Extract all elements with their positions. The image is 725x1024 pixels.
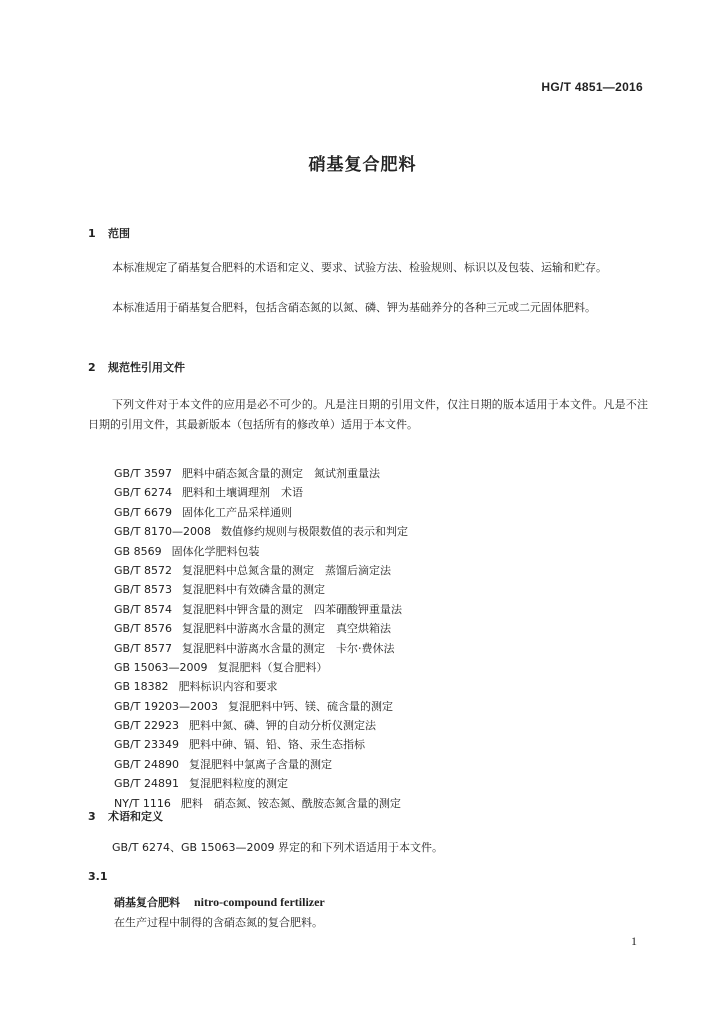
terms-intro: GB/T 6274、GB 15063—2009 界定的和下列术语适用于本文件。 <box>112 841 444 854</box>
reference-code: GB 18382 <box>114 680 169 694</box>
reference-code: GB/T 8576 <box>114 622 172 636</box>
reference-title: 复混肥料中钙、镁、硫含量的测定 <box>227 699 393 713</box>
reference-title: 肥料中硝态氮含量的测定 氮试剂重量法 <box>182 467 380 480</box>
reference-title: 复混肥料中游离水含量的测定 卡尔·费休法 <box>182 641 395 655</box>
reference-item <box>114 755 408 774</box>
reference-code: NY/T 1116 <box>114 796 171 810</box>
reference-code: GB/T 23349 <box>114 738 179 752</box>
reference-item <box>114 716 408 735</box>
reference-list <box>114 464 408 813</box>
reference-code: GB/T 24890 <box>114 757 179 771</box>
section-number: 2 <box>88 361 96 374</box>
reference-title: 肥料中砷、镉、铅、铬、汞生态指标 <box>189 738 365 752</box>
scope-paragraph-2: 本标准适用于硝基复合肥料，包括含硝态氮的以氮、磷、钾为基础养分的各种三元或二元固体肥料。 <box>112 301 596 314</box>
document-title: 硝基复合肥料 <box>308 155 417 175</box>
reference-title: 复混肥料中游离水含量的测定 真空烘箱法 <box>182 622 391 636</box>
reference-title: 复混肥料中氯离子含量的测定 <box>189 757 332 771</box>
reference-item <box>114 619 408 638</box>
reference-code: GB/T 8574 <box>114 602 172 616</box>
term-chinese: 硝基复合肥料 <box>114 896 180 909</box>
reference-item <box>114 542 408 561</box>
reference-title: 肥料和土壤调理剂 术语 <box>182 486 303 500</box>
reference-code: GB/T 8572 <box>114 563 172 577</box>
page-number: 1 <box>631 934 637 948</box>
reference-code: GB/T 8573 <box>114 583 172 597</box>
reference-code: GB/T 8577 <box>114 641 172 655</box>
reference-item <box>114 561 408 580</box>
reference-title: 肥料中氮、磷、钾的自动分析仪测定法 <box>189 719 376 733</box>
reference-item <box>114 600 408 619</box>
reference-title: 固体化学肥料包装 <box>171 544 260 558</box>
reference-item <box>114 697 408 716</box>
reference-code: GB/T 6274 <box>114 486 172 500</box>
reference-item <box>114 774 408 793</box>
reference-title: 固体化工产品采样通则 <box>182 505 292 519</box>
reference-code: GB/T 24891 <box>114 777 179 791</box>
reference-code: GB/T 8170—2008 <box>114 525 211 539</box>
reference-code: GB/T 19203—2003 <box>114 699 218 713</box>
term-number: 3.1 <box>88 870 108 883</box>
section-terms-heading <box>88 808 163 824</box>
section-title: 范围 <box>108 227 130 240</box>
section-title: 术语和定义 <box>108 810 163 823</box>
term-definition: 在生产过程中制得的含硝态氮的复合肥料。 <box>114 916 323 929</box>
reference-title: 复混肥料粒度的测定 <box>189 777 288 791</box>
reference-code: GB/T 6679 <box>114 505 172 519</box>
reference-item <box>114 658 408 677</box>
reference-title: 肥料标识内容和要求 <box>178 680 278 694</box>
reference-item <box>114 483 408 502</box>
reference-title: 复混肥料中总氮含量的测定 蒸馏后滴定法 <box>182 563 391 577</box>
term-english: nitro-compound fertilizer <box>194 895 325 909</box>
section-title: 规范性引用文件 <box>108 361 185 374</box>
reference-item <box>114 522 408 541</box>
reference-title: 数值修约规则与极限数值的表示和判定 <box>220 525 408 539</box>
reference-code: GB 15063—2009 <box>114 660 208 674</box>
reference-code: GB 8569 <box>114 544 162 558</box>
references-intro: 下列文件对于本文件的应用是必不可少的。凡是注日期的引用文件，仅注日期的版本适用于本文件。凡是不注日期的引用文件，其最新版本（包括所有的修改单）适用于本文件。 <box>88 398 648 431</box>
term-entry <box>114 894 325 910</box>
reference-item <box>114 677 408 696</box>
section-number: 3 <box>88 810 96 823</box>
reference-code: GB/T 22923 <box>114 719 179 733</box>
reference-title: 复混肥料中有效磷含量的测定 <box>182 583 325 597</box>
reference-code: GB/T 3597 <box>114 467 172 480</box>
reference-item <box>114 580 408 599</box>
standard-code: HG/T 4851—2016 <box>541 80 643 94</box>
section-number: 1 <box>88 227 96 240</box>
reference-title: 复混肥料（复合肥料） <box>217 660 328 674</box>
section-references-heading <box>88 359 185 375</box>
reference-item <box>114 503 408 522</box>
reference-title: 肥料 硝态氮、铵态氮、酰胺态氮含量的测定 <box>180 796 401 810</box>
reference-item <box>114 464 408 483</box>
scope-paragraph-1: 本标准规定了硝基复合肥料的术语和定义、要求、试验方法、检验规则、标识以及包装、运输和贮存。 <box>112 261 607 274</box>
section-scope-heading <box>88 225 130 241</box>
reference-item <box>114 639 408 658</box>
reference-title: 复混肥料中钾含量的测定 四苯硼酸钾重量法 <box>182 602 402 616</box>
reference-item <box>114 735 408 754</box>
